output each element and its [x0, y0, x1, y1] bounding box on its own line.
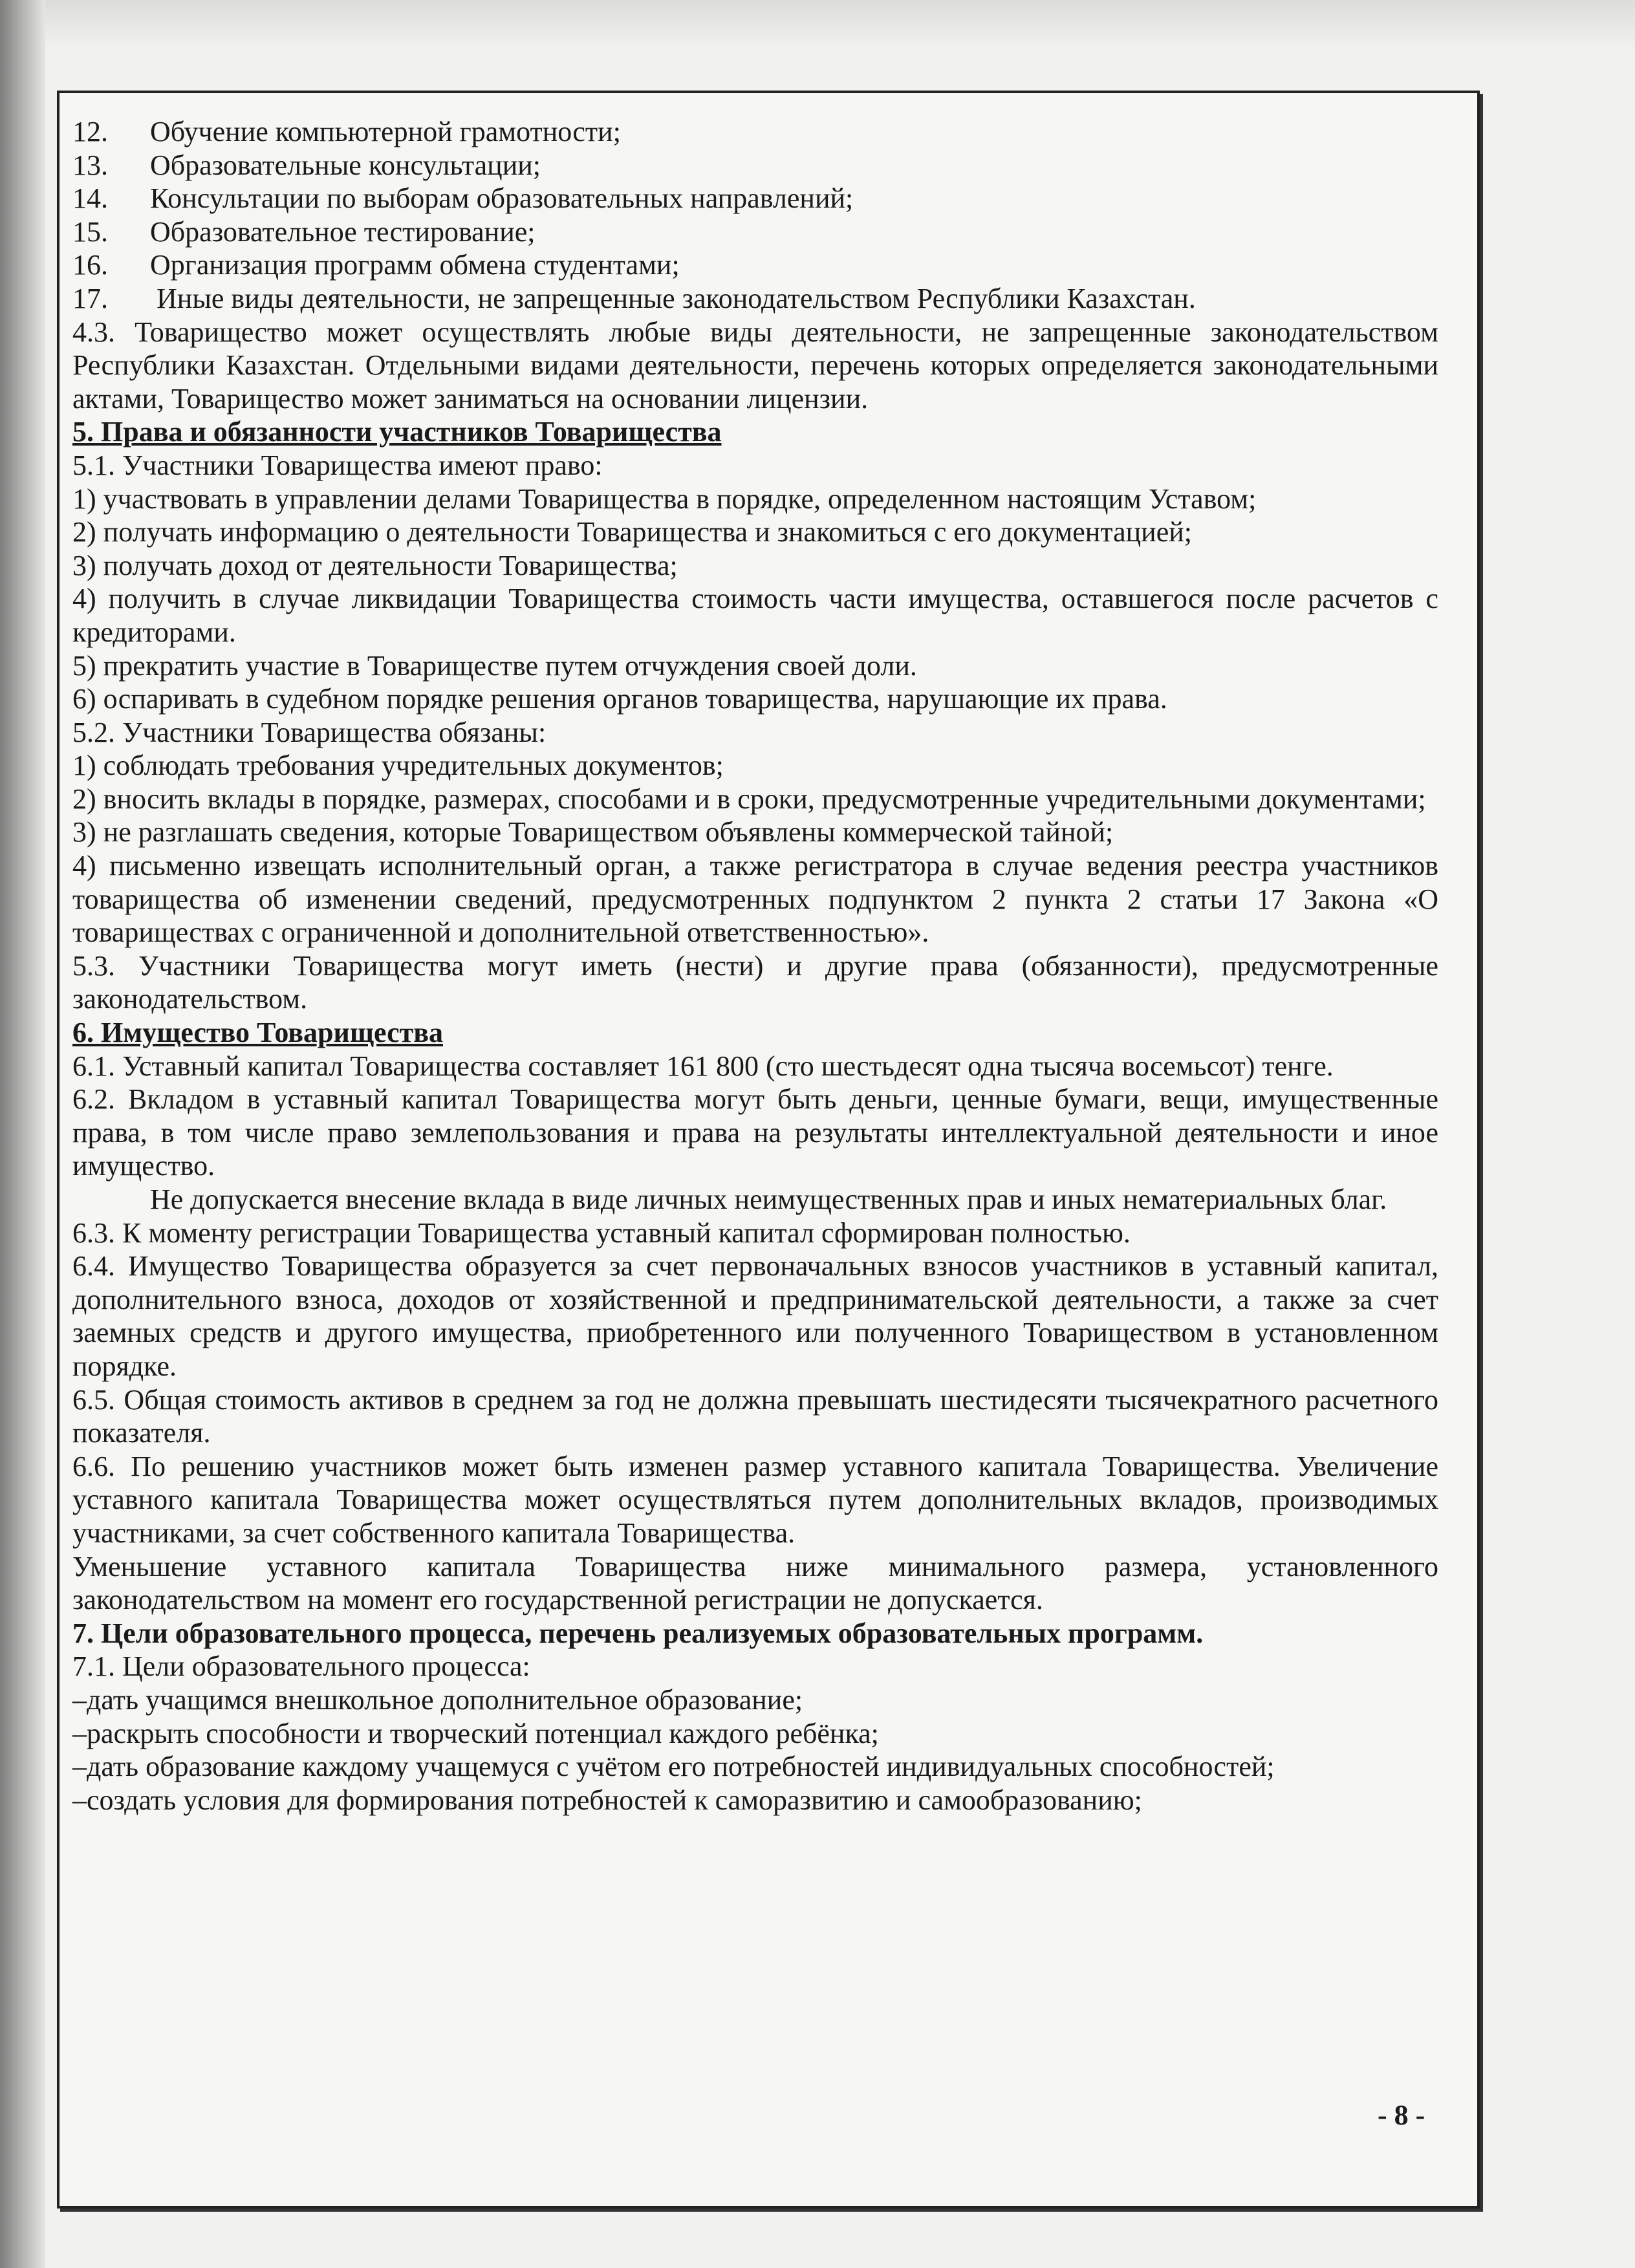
list-item: 14. Консультации по выборам образовательных направлений;: [72, 182, 854, 215]
section-5-heading: 5. Права и обязанности участников Товарищества: [72, 416, 722, 448]
paragraph-6-6: 6.6. По решению участников может быть изменен размер уставного капитала Товарищества. Увеличение уставного капитала Товарищества может осуществляться путем дополнительных вкладов, производимых участниками, за счет собственного капитала Товарищества.: [72, 1450, 1438, 1549]
document-body: [72, 115, 1438, 1817]
paragraph-5-1: 5.1. Участники Товарищества имеют право:: [72, 449, 603, 481]
duty-item: 1) соблюдать требования учредительных документов;: [72, 750, 724, 782]
list-item: 13. Образовательные консультации;: [72, 149, 541, 181]
paragraph-6-1: 6.1. Уставный капитал Товарищества составляет 161 800 (сто шестьдесят одна тысяча восемьсот) тенге.: [72, 1050, 1334, 1082]
goal-item: –дать учащимся внешкольное дополнительное образование;: [72, 1683, 803, 1716]
duty-item: 2) вносить вклады в порядке, размерах, способами и в сроки, предусмотренные учредительными документами;: [72, 783, 1426, 815]
right-item: 2) получать информацию о деятельности Товарищества и знакомиться с его документацией;: [72, 516, 1193, 548]
paragraph-6-3: 6.3. К моменту регистрации Товарищества уставный капитал сформирован полностью.: [72, 1216, 1131, 1249]
page-number: - 8 -: [1378, 2099, 1425, 2131]
goal-item: –раскрыть способности и творческий потенциал каждого ребёнка;: [72, 1717, 879, 1749]
paragraph-5-3: 5.3. Участники Товарищества могут иметь (нести) и другие права (обязанности), предусмотренные законодательством.: [72, 949, 1438, 1015]
paragraph-6-6-continued: Уменьшение уставного капитала Товарищества ниже минимального размера, установленного законодательством на момент его государственной регистрации не допускается.: [72, 1550, 1438, 1616]
duty-item: 4) письменно извещать исполнительный орган, а также регистратора в случае ведения реестра участников товарищества об изменении сведений, предусмотренных подпунктом 2 пункта 2 статьи 17 Закона «О товариществах с ограниченной и дополнительной ответственностью».: [72, 850, 1438, 949]
paragraph-4-3: 4.3. Товарищество может осуществлять любые виды деятельности, не запрещенные законодательством Республики Казахстан. Отдельными видами деятельности, перечень которых определяется законодательными актами, Товарищество может заниматься на основании лицензии.: [72, 316, 1438, 415]
right-item: 1) участвовать в управлении делами Товарищества в порядке, определенном настоящим Уставом;: [72, 482, 1257, 515]
right-item: 5) прекратить участие в Товариществе путем отчуждения своей доли.: [72, 649, 917, 682]
paragraph-5-2: 5.2. Участники Товарищества обязаны:: [72, 716, 547, 748]
list-item: 15. Образовательное тестирование;: [72, 215, 536, 248]
list-item: 17. Иные виды деятельности, не запрещенные законодательством Республики Казахстан.: [72, 282, 1196, 314]
goal-item: –дать образование каждому учащемуся с учётом его потребностей индивидуальных способностей;: [72, 1751, 1275, 1783]
right-item: 3) получать доход от деятельности Товарищества;: [72, 549, 678, 581]
paragraph-6-2: 6.2. Вкладом в уставный капитал Товарищества могут быть деньги, ценные бумаги, вещи, имущественные права, в том числе право землепользования и права на результаты интеллектуальной деятельности и иное имущество.: [72, 1083, 1438, 1182]
paragraph-6-2-continued: Не допускается внесение вклада в виде личных неимущественных прав и иных нематериальных благ.: [150, 1183, 1387, 1215]
goal-item: –создать условия для формирования потребностей к саморазвитию и самообразованию;: [72, 1784, 1142, 1816]
paragraph-7-1: 7.1. Цели образовательного процесса:: [72, 1650, 530, 1683]
paragraph-6-4: 6.4. Имущество Товарищества образуется за счет первоначальных взносов участников в уставный капитал, дополнительного взноса, доходов от хозяйственной и предпринимательской деятельности, а также за счет заемных средств и другого имущества, приобретенного или полученного Товариществом в установленном порядке.: [72, 1250, 1438, 1382]
scan-shadow-edge: [0, 0, 45, 2268]
scan-top-edge: [45, 0, 1635, 49]
right-item: 4) получить в случае ликвидации Товарищества стоимость части имущества, оставшегося после расчетов с кредиторами.: [72, 583, 1438, 648]
list-item: 12. Обучение компьютерной грамотности;: [72, 116, 621, 147]
right-item: 6) оспаривать в судебном порядке решения органов товарищества, нарушающие их права.: [72, 683, 1167, 715]
section-7-heading: 7. Цели образовательного процесса, перечень реализуемых образовательных программ.: [72, 1617, 1204, 1649]
paragraph-6-5: 6.5. Общая стоимость активов в среднем за год не должна превышать шестидесяти тысячекратного расчетного показателя.: [72, 1383, 1438, 1449]
list-item: 16. Организация программ обмена студентами;: [72, 249, 680, 281]
section-6-heading: 6. Имущество Товарищества: [72, 1017, 443, 1049]
duty-item: 3) не разглашать сведения, которые Товариществом объявлены коммерческой тайной;: [72, 816, 1114, 848]
